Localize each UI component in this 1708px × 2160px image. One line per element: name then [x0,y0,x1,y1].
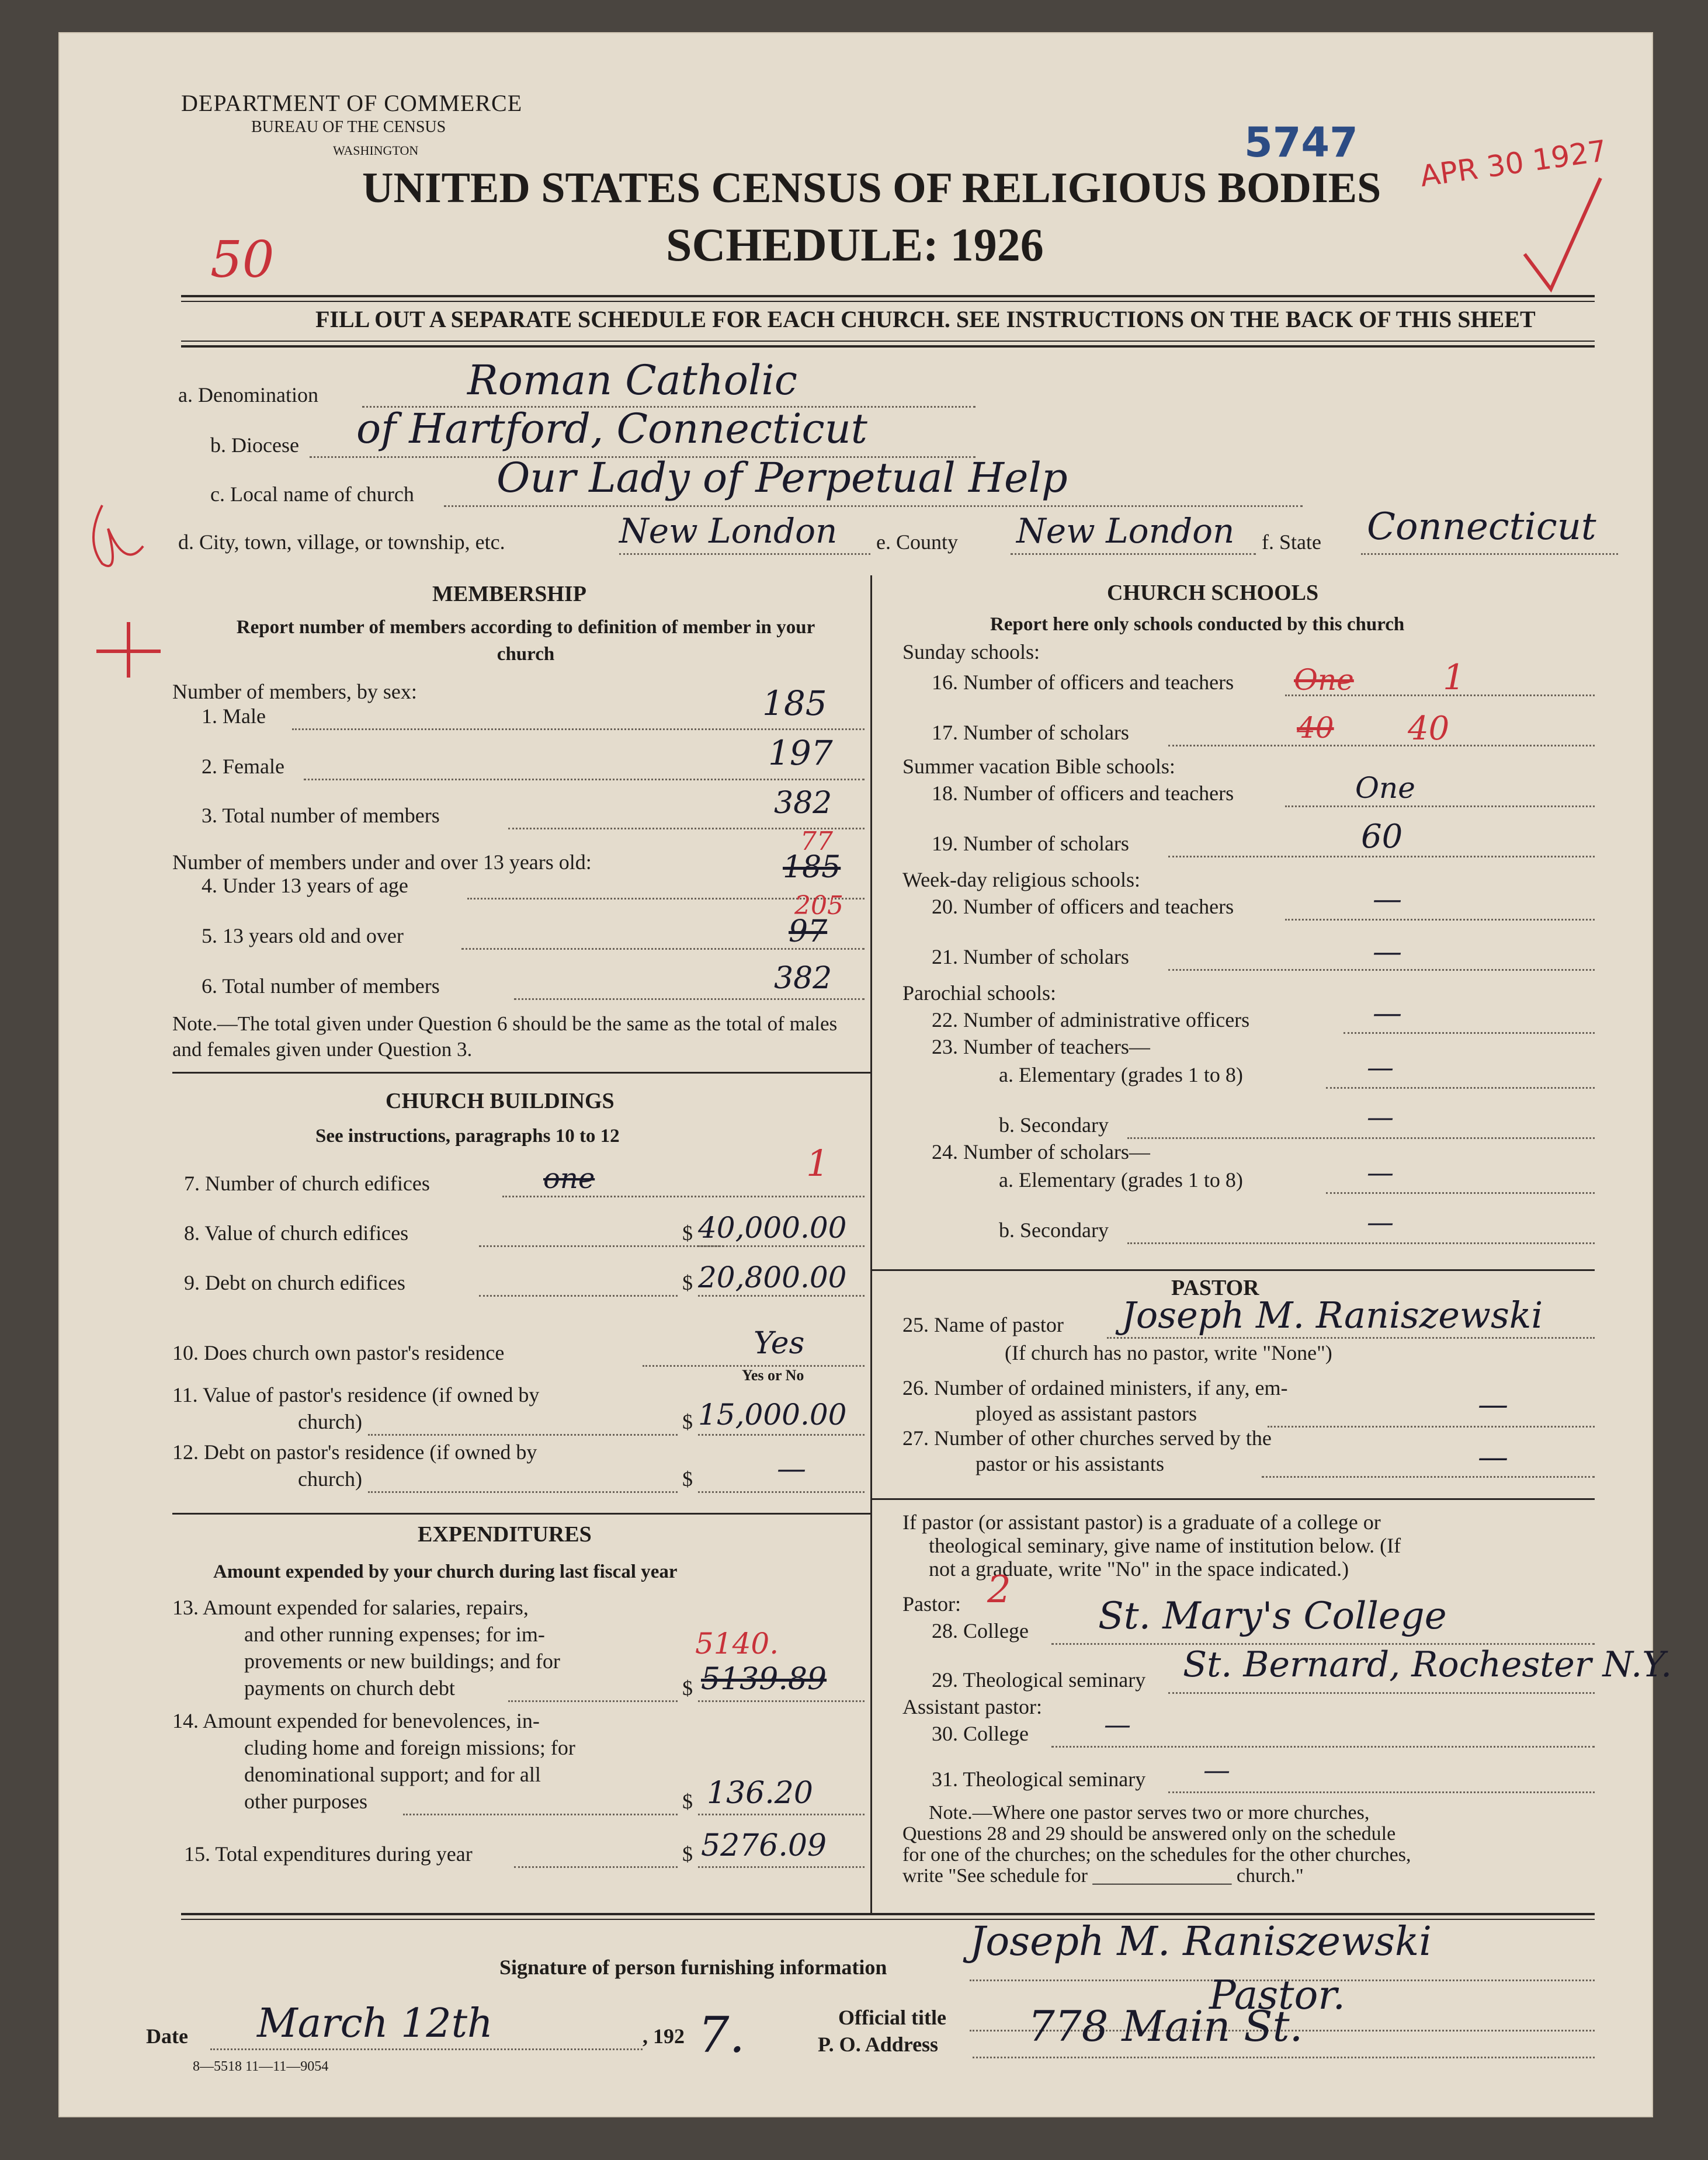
weekday-schools-label: Week-day religious schools: [902,868,1141,891]
q13-correction: 5140. [695,1627,779,1661]
q31-label: 31. Theological seminary [932,1767,1146,1791]
sunday-schools-label: Sunday schools: [902,640,1040,664]
q2-label: 2. Female [202,755,284,778]
footer-rule [181,1913,1595,1915]
q15-label: 15. Total expenditures during year [184,1842,473,1866]
received-date-stamp: APR 30 1927 [1418,133,1609,194]
pastor-rule [872,1498,1595,1500]
membership-note: Note.—The total given under Question 6 should be the same as the total of males and females given under Question 3. [172,1012,838,1061]
q23-label: 23. Number of teachers— [932,1035,1150,1058]
q27-label: 27. Number of other churches served by the [902,1426,1272,1450]
q14-dollar: $ [682,1790,693,1813]
q22-value[interactable]: — [1373,996,1402,1030]
graduate-instruction-1: If pastor (or assistant pastor) is a graduate of a college or [902,1510,1381,1534]
q23a-value[interactable]: — [1367,1051,1394,1083]
q5-value[interactable]: 97 [789,914,828,949]
pastor-subhead: Pastor: [902,1592,961,1616]
department-label: DEPARTMENT OF COMMERCE [181,90,523,116]
q3-label: 3. Total number of members [202,804,440,827]
membership-intro: Report number of members according to definition of member in your church [236,617,815,665]
q9-value[interactable]: 20,800.00 [698,1260,847,1294]
buildings-title: CHURCH BUILDINGS [386,1089,615,1113]
date-value[interactable]: March 12th [257,2001,493,2047]
q6-value[interactable]: 382 [774,961,832,996]
graduate-instruction-2: theological seminary, give name of institution below. (If [929,1534,1401,1557]
year-value[interactable]: 7. [698,2006,745,2064]
schools-rule [872,1269,1595,1271]
q28-label: 28. College [932,1619,1029,1642]
q15-dollar: $ [682,1842,693,1866]
official-title-label: Official title [838,2006,946,2029]
q4-label: 4. Under 13 years of age [202,874,408,897]
q29-value[interactable]: St. Bernard, Rochester N.Y. [1183,1644,1672,1685]
q14-label-2: cluding home and foreign missions; for [244,1736,575,1759]
pastor-note-4: write "See schedule for ______________ church." [902,1865,1304,1887]
bureau-label: BUREAU OF THE CENSUS [251,118,446,136]
graduate-instruction-3: not a graduate, write "No" in the space indicated.) [929,1557,1349,1581]
q21-label: 21. Number of scholars [932,945,1129,968]
membership-title: MEMBERSHIP [432,582,586,606]
q4-correction: 77 [800,827,833,856]
q24a-label: a. Elementary (grades 1 to 8) [999,1168,1243,1192]
q13-value[interactable]: 5139.89 [701,1662,827,1697]
q5-label: 5. 13 years old and over [202,924,404,947]
q11-dollar: $ [682,1410,693,1433]
q13-dollar: $ [682,1676,693,1700]
q3-value[interactable]: 382 [774,786,832,821]
members-by-sex-label: Number of members, by sex: [172,680,417,703]
checkmark-icon [1519,172,1606,301]
q17-value[interactable]: 40 [1297,711,1334,745]
q13-label-3: provements or new buildings; and for [244,1649,560,1673]
q15-value[interactable]: 5276.09 [701,1828,827,1863]
header-rule-top-2 [181,301,1595,302]
q14-value[interactable]: 136.20 [707,1776,813,1811]
q16-label: 16. Number of officers and teachers [932,671,1234,694]
q30-label: 30. College [932,1722,1029,1745]
diocese-value[interactable]: of Hartford, Connecticut [356,405,867,453]
members-by-age-label: Number of members under and over 13 years old: [172,850,592,874]
city-label-d: d. City, town, village, or township, etc. [178,530,505,554]
q13-label-4: payments on church debt [244,1676,455,1700]
q2-value[interactable]: 197 [768,733,833,773]
pastor-mark: 2 [987,1568,1011,1612]
q24b-value[interactable]: — [1367,1206,1394,1238]
q17-label: 17. Number of scholars [932,721,1129,744]
q9-label: 9. Debt on church edifices [184,1271,405,1294]
q25-label: 25. Name of pastor [902,1313,1064,1336]
date-label: Date [146,2024,188,2048]
file-number-stamp: 5747 [1244,119,1358,166]
instruction-bar: FILL OUT A SEPARATE SCHEDULE FOR EACH CHURCH. SEE INSTRUCTIONS ON THE BACK OF THIS SHEET [315,306,1536,332]
q27-value[interactable]: — [1478,1440,1508,1475]
form-title: UNITED STATES CENSUS OF RELIGIOUS BODIES [362,164,1381,212]
q10-hint: Yes or No [742,1367,804,1384]
schools-sub: Report here only schools conducted by this church [990,614,1405,635]
expenditures-title: EXPENDITURES [418,1522,592,1547]
q10-value[interactable]: Yes [754,1326,805,1361]
q24a-value[interactable]: — [1367,1157,1394,1188]
q16-value[interactable]: One [1294,663,1354,697]
q4-value[interactable]: 185 [783,850,841,885]
q16-correction: 1 [1443,657,1466,698]
q12-dollar: $ [682,1467,693,1491]
q18-value[interactable]: One [1355,771,1415,805]
schools-title: CHURCH SCHOOLS [1107,581,1319,605]
q23b-value[interactable]: — [1367,1101,1394,1133]
summer-schools-label: Summer vacation Bible schools: [902,755,1175,778]
q7-label: 7. Number of church edifices [184,1172,430,1195]
margin-marks-icon [79,494,166,680]
expenditures-sub: Amount expended by your church during last fiscal year [213,1561,678,1582]
pastor-note-1: Note.—Where one pastor serves two or more churches, [929,1802,1370,1824]
q11-value[interactable]: 15,000.00 [698,1398,847,1432]
print-code: 8—5518 11—11—9054 [193,2059,329,2074]
q12-value[interactable]: — [777,1451,806,1485]
q25-value[interactable]: Joseph M. Raniszewski [1122,1294,1543,1336]
q23a-label: a. Elementary (grades 1 to 8) [999,1063,1243,1086]
city-value[interactable]: New London [619,511,838,551]
q11-label: 11. Value of pastor's residence (if owned by [172,1383,540,1407]
q12-label-2: church) [298,1467,362,1491]
q17-correction: 40 [1408,710,1450,748]
q29-label: 29. Theological seminary [932,1668,1146,1692]
q12-label: 12. Debt on pastor's residence (if owned by [172,1440,537,1464]
church-name-value[interactable]: Our Lady of Perpetual Help [497,454,1068,502]
q13-label-2: and other running expenses; for im- [244,1623,545,1646]
q24-label: 24. Number of scholars— [932,1140,1150,1164]
q13-label: 13. Amount expended for salaries, repairs, [172,1596,529,1619]
header-rule-top [181,295,1595,297]
q14-label-3: denominational support; and for all [244,1763,541,1786]
q21-value[interactable]: — [1373,935,1402,968]
po-address-label: P. O. Address [818,2033,939,2056]
assistant-pastor-subhead: Assistant pastor: [902,1695,1042,1718]
church-name-label: c. Local name of church [210,482,414,506]
po-address-value[interactable]: 778 Main St. [1028,2002,1303,2051]
buildings-sub: See instructions, paragraphs 10 to 12 [315,1126,620,1147]
county-value[interactable]: New London [1016,511,1235,551]
q1-value[interactable]: 185 [762,683,827,723]
q14-label: 14. Amount expended for benevolences, in- [172,1709,540,1732]
census-schedule-sheet [58,32,1672,2117]
official-title-value[interactable]: Pastor. [1209,1973,1346,2019]
signature-value[interactable]: Joseph M. Raniszewski [970,1919,1432,1965]
pastor-note-2: Questions 28 and 29 should be answered only on the schedule [902,1823,1396,1845]
q31-value[interactable]: — [1203,1754,1230,1786]
q20-value[interactable]: — [1373,882,1402,916]
header-rule-bottom-2 [181,345,1595,348]
q19-label: 19. Number of scholars [932,832,1129,855]
q26-value[interactable]: — [1478,1387,1508,1422]
q5-correction: 205 [794,891,843,921]
q8-dollar: $ [682,1221,693,1245]
q24b-label: b. Secondary [999,1218,1109,1242]
city-label: WASHINGTON [333,143,419,158]
parochial-schools-label: Parochial schools: [902,981,1056,1005]
margin-number: 50 [210,231,275,289]
q11-label-2: church) [298,1410,362,1433]
county-label: e. County [876,530,958,554]
q22-label: 22. Number of administrative officers [932,1008,1250,1032]
pastor-note-3: for one of the churches; on the schedules for the other churches, [902,1844,1411,1866]
q30-value[interactable]: — [1104,1708,1131,1740]
q10-label: 10. Does church own pastor's residence [172,1341,505,1364]
q20-label: 20. Number of officers and teachers [932,895,1234,918]
header-rule-bottom [181,341,1595,342]
membership-rule [172,1072,870,1074]
q18-label: 18. Number of officers and teachers [932,782,1234,805]
state-value[interactable]: Connecticut [1367,505,1596,548]
denomination-label: a. Denomination [178,383,318,407]
signature-label: Signature of person furnishing information [499,1956,887,1979]
q7-value[interactable]: one [543,1162,595,1195]
q14-label-4: other purposes [244,1790,367,1813]
diocese-label: b. Diocese [210,433,299,457]
q9-dollar: $ [682,1271,693,1294]
q7-correction: 1 [806,1142,829,1185]
state-label: f. State [1262,530,1321,554]
q6-label: 6. Total number of members [202,974,440,998]
q19-value[interactable]: 60 [1361,818,1403,856]
schedule-title: SCHEDULE: 1926 [666,220,1044,271]
q8-label: 8. Value of church edifices [184,1221,409,1245]
pastor-title: PASTOR [1171,1276,1259,1300]
q1-label: 1. Male [202,704,266,728]
denomination-value[interactable]: Roman Catholic [467,356,797,404]
q8-value[interactable]: 40,000.00 [698,1211,847,1245]
buildings-rule [172,1513,870,1515]
column-divider [870,575,872,1913]
q23b-label: b. Secondary [999,1113,1109,1137]
q28-value[interactable]: St. Mary's College [1098,1595,1447,1638]
year-prefix: , 192 [643,2024,685,2048]
q25-hint: (If church has no pastor, write "None") [1005,1341,1332,1364]
q26-label-2: ployed as assistant pastors [975,1402,1197,1425]
q26-label: 26. Number of ordained ministers, if any, em- [902,1376,1288,1400]
q27-label-2: pastor or his assistants [975,1452,1164,1475]
